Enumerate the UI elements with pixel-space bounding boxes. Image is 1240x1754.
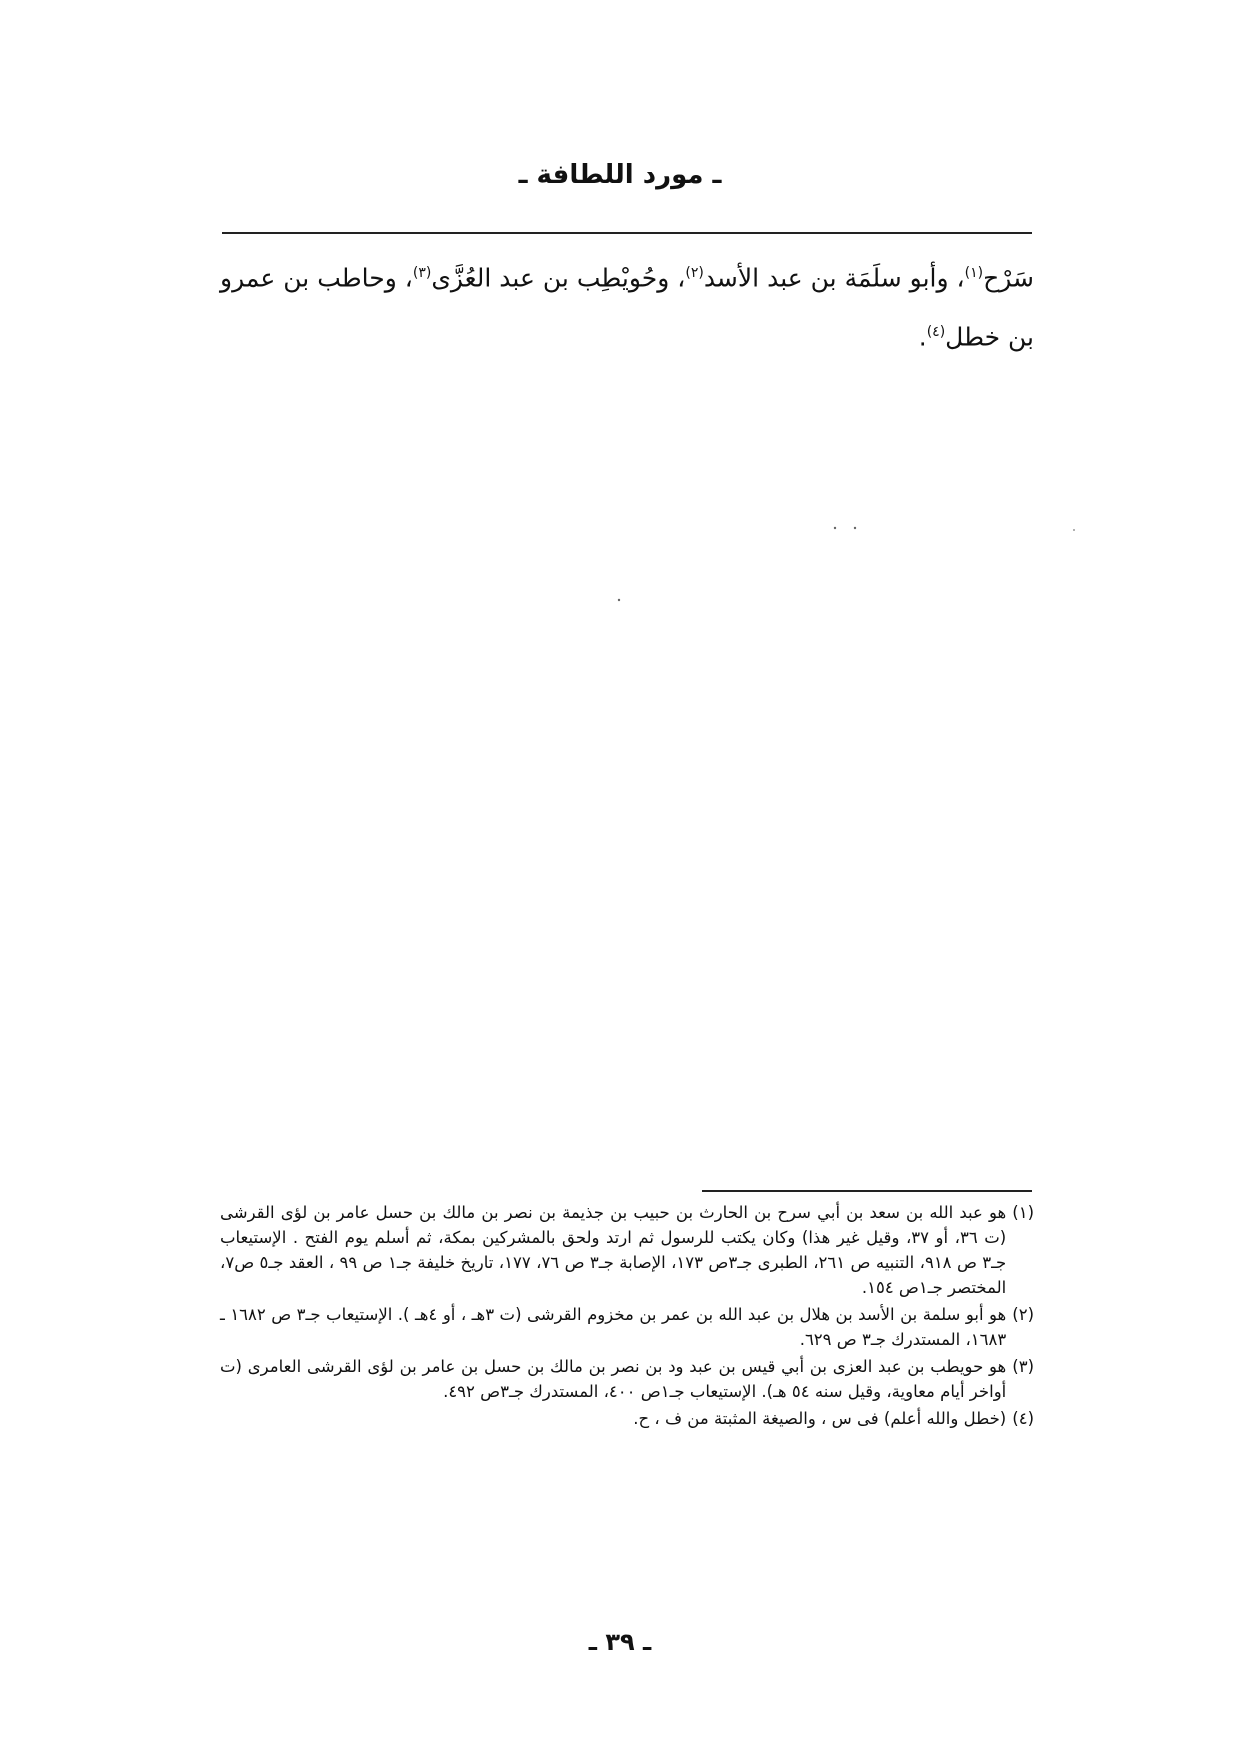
footnote-item: [220, 1302, 1034, 1352]
footnote-ref: (٤): [926, 324, 946, 341]
footnote-item: [220, 1406, 1034, 1431]
footnote-number: (٢): [1012, 1305, 1034, 1324]
footnote-text: هو حويطب بن عبد العزى بن أبي قيس بن عبد ود بن نصر بن مالك بن حسل بن عامر بن لؤى القرشى العامرى (ت أواخر أيام معاوية، وقيل سنه ٥٤ هـ). الإستيعاب جـ١ص ٤٠٠، المستدرك جـ٣ص ٤٩٢.: [220, 1357, 1007, 1401]
footnote-number: (٤): [1012, 1409, 1034, 1428]
footnote-text: هو عبد الله بن سعد بن أبي سرح بن الحارث بن حبيب بن جذيمة بن نصر بن مالك بن حسل عامر بن لؤى القرشى (ت ٣٦، أو ٣٧، وقيل غير هذا) وكان يكتب للرسول ثم ارتد ولحق بالمشركين بمكة، ثم أسلم يوم الفتح . الإستيعاب جـ٣ ص ٩١٨، التنبيه ص ٢٦١، الطبرى جـ٣ص ١٧٣، الإصابة جـ٣ ص ٧٦، ١٧٧، تاريخ خليفة جـ١ ص ٩٩ ، العقد جـ٥ ص٧، المختصر جـ١ص ١٥٤.: [220, 1203, 1007, 1297]
footnotes: [220, 1200, 1034, 1433]
body-text-segment: ، وأبو سلَمَة بن عبد الأسد: [703, 263, 965, 293]
footnote-number: (٣): [1012, 1357, 1034, 1376]
body-text-segment: سَرْح: [983, 263, 1034, 293]
page-title: ـ مورد اللطافة ـ: [518, 160, 722, 190]
footnote-text: هو أبو سلمة بن الأسد بن هلال بن عبد الله بن عمر بن مخزوم القرشى (ت ٣هـ ، أو ٤هـ ). الإستيعاب جـ٣ ص ١٦٨٢ ـ ١٦٨٣، المستدرك جـ٣ ص ٦٢٩.: [220, 1305, 1007, 1349]
footnote-text: (خطل والله أعلم) فى س ، والصيغة المثبتة من ف ، ح.: [633, 1409, 1007, 1428]
footnote-number: (١): [1012, 1203, 1034, 1222]
page-number: ـ ٣٩ ـ: [588, 1628, 652, 1656]
footnote-ref: (١): [964, 265, 984, 281]
body-text-segment: ، وحُويْطِب بن عبد العُزَّى: [431, 263, 686, 293]
footnote-item: [220, 1200, 1034, 1300]
footnote-divider: [702, 1190, 1032, 1192]
footnote-item: [220, 1354, 1034, 1404]
footnote-ref: (٢): [685, 265, 704, 281]
body-text-segment: .: [918, 322, 927, 352]
footnote-ref: (٣): [412, 265, 432, 281]
body-text-segment: ، وحاطب بن عمرو بن خطل: [220, 263, 1034, 352]
